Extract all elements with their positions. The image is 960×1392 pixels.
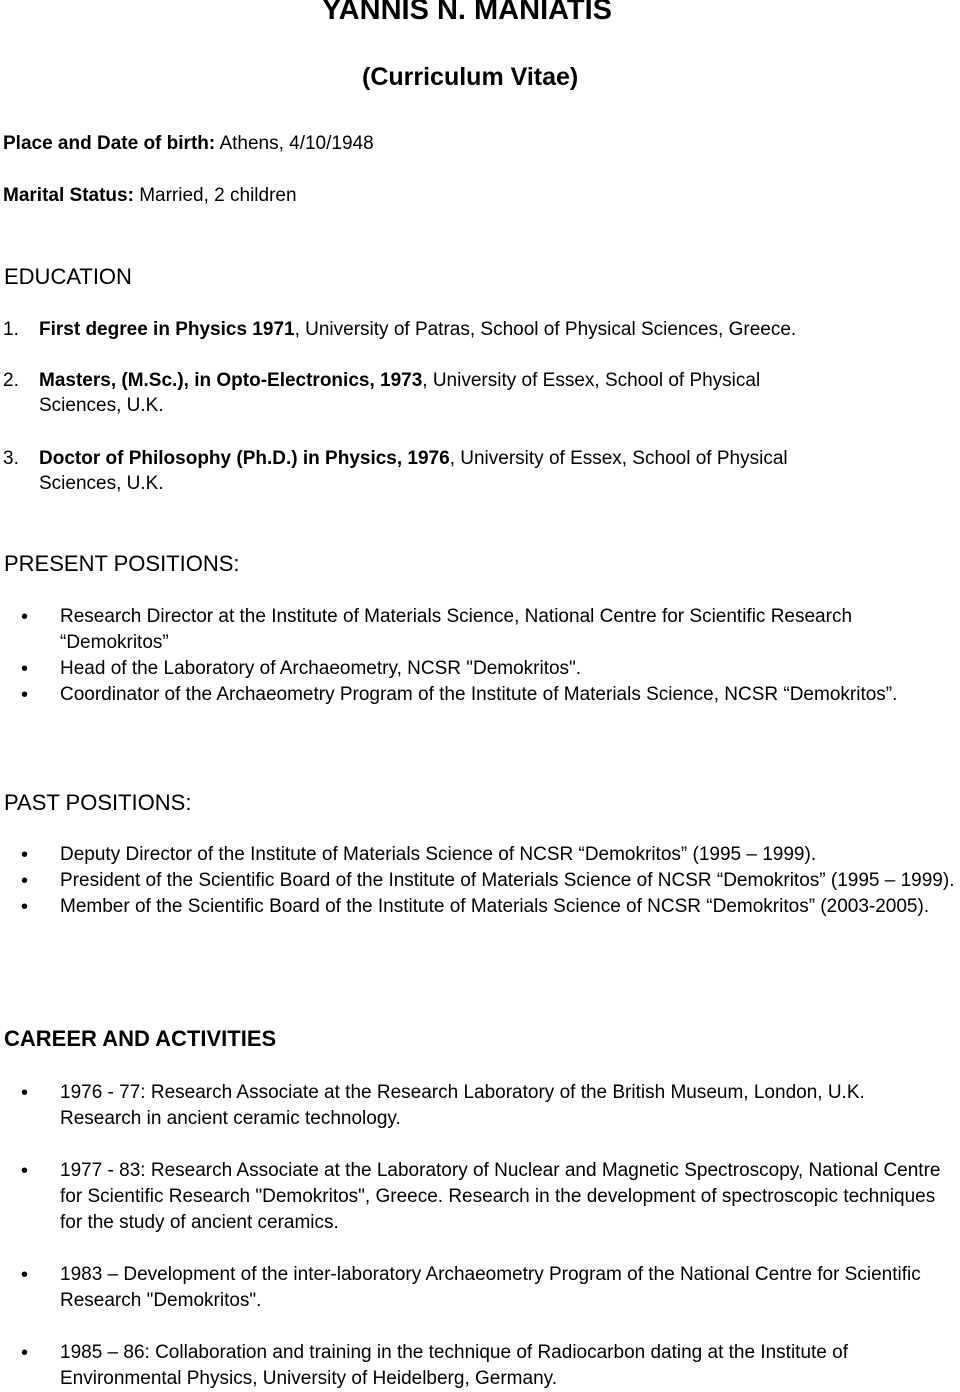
education-institution: , University of Essex, School of Physical	[422, 370, 761, 391]
list-item: • 1985 – 86: Collaboration and training in the technique of Radiocarbon dating at the Institute of Environmental Physics, University of Heidelberg, Germany.	[0, 1340, 960, 1392]
list-item: • 1983 – Development of the inter-laboratory Archaeometry Program of the National Centre for Scientific Research "Demokritos".	[0, 1262, 960, 1314]
education-institution: , University of Essex, School of Physical	[449, 448, 788, 469]
education-item-2	[3, 368, 953, 418]
education-item-1	[3, 317, 953, 342]
list-item: • 1976 - 77: Research Associate at the Research Laboratory of the British Museum, London, U.K. Research in ancient ceramic technology.	[0, 1080, 960, 1132]
marital-line	[3, 185, 297, 207]
present-positions-heading: PRESENT POSITIONS:	[4, 551, 240, 576]
birth-value: Athens, 4/10/1948	[219, 133, 374, 154]
education-degree: Doctor of Philosophy (Ph.D.) in Physics, 1976	[39, 448, 450, 469]
past-positions-list	[0, 842, 960, 920]
education-item-number: 2.	[3, 370, 19, 391]
past-positions-heading: PAST POSITIONS:	[4, 790, 192, 815]
birth-label: Place and Date of birth:	[3, 133, 216, 154]
marital-value: Married, 2 children	[139, 185, 297, 206]
education-item-3	[3, 446, 953, 496]
education-item-number: 1.	[3, 319, 19, 340]
present-positions-list	[0, 604, 960, 708]
education-institution-continued: Sciences, U.K.	[39, 395, 164, 416]
cv-name: YANNIS N. MANIATIS	[322, 0, 613, 26]
list-item: • President of the Scientific Board of the Institute of Materials Science of NCSR “Demokritos” (1995 – 1999).	[0, 868, 960, 894]
career-heading: CAREER AND ACTIVITIES	[4, 1026, 277, 1051]
list-item: • Coordinator of the Archaeometry Program of the Institute of Materials Science, NCSR “Demokritos”.	[0, 682, 960, 708]
cv-subtitle: (Curriculum Vitae)	[362, 63, 579, 91]
list-item: • Research Director at the Institute of Materials Science, National Centre for Scientific Research “Demokritos”	[0, 604, 960, 656]
education-institution: , University of Patras, School of Physical Sciences, Greece.	[294, 319, 797, 340]
education-heading: EDUCATION	[4, 264, 132, 289]
marital-label: Marital Status:	[3, 185, 134, 206]
education-institution-continued: Sciences, U.K.	[39, 473, 164, 494]
list-item: • 1977 - 83: Research Associate at the Laboratory of Nuclear and Magnetic Spectroscopy, National Centre for Scientific Research "Demokritos", Greece. Research in the development of spectroscopic techniques for the study of ancient ceramics.	[0, 1158, 960, 1236]
list-item: • Member of the Scientific Board of the Institute of Materials Science of NCSR “Demokritos” (2003-2005).	[0, 894, 960, 920]
education-item-number: 3.	[3, 448, 19, 469]
birth-line	[3, 133, 374, 155]
education-degree: Masters, (M.Sc.), in Opto-Electronics, 1973	[39, 370, 423, 391]
career-list	[0, 1080, 960, 1392]
education-degree: First degree in Physics 1971	[39, 319, 295, 340]
list-item: • Deputy Director of the Institute of Materials Science of NCSR “Demokritos” (1995 – 1999).	[0, 842, 960, 868]
list-item: • Head of the Laboratory of Archaeometry, NCSR "Demokritos".	[0, 656, 960, 682]
